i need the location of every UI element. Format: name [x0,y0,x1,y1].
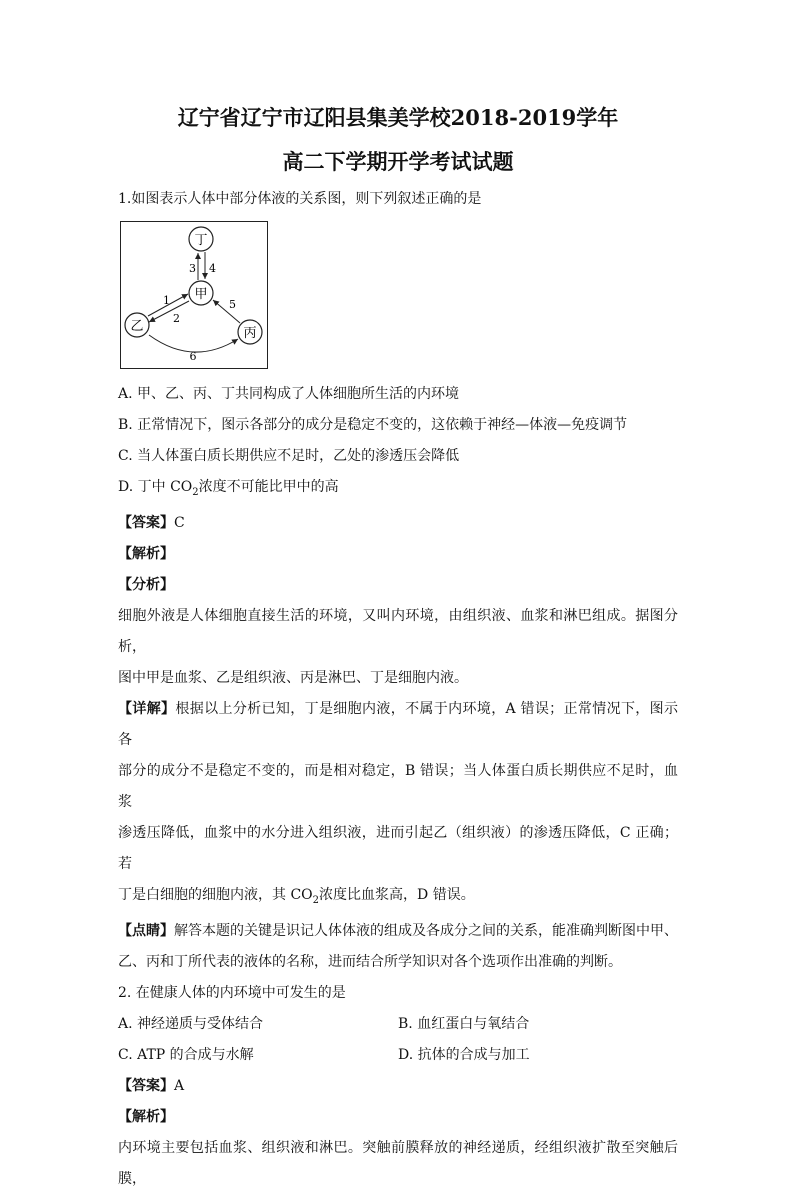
q1-option-d-pre: D. 丁中 CO [118,479,193,495]
q1-answer-value: C [174,514,185,531]
q2-option-d: D. 抗体的合成与加工 [398,1046,530,1063]
arrow-4-label: 4 [209,262,216,275]
q1-xiangjie-l4-sub: 2 [312,894,320,906]
q1-jiexi-tag: 【解析】 [118,545,174,562]
node-jia [189,281,213,305]
q1-answer [118,508,678,539]
q1-fenxi-line-1: 细胞外液是人体细胞直接生活的环境，又叫内环境，由组织液、血浆和淋巴组成。据图分析， [118,607,678,655]
q1-xiangjie-line-2: 部分的成分不是稳定不变的，而是相对稳定，B 错误；当人体蛋白质长期供应不足时，血浆 [118,762,678,810]
q1-jiexi [118,539,678,570]
body-fluid-diagram-svg [121,222,267,368]
body-fluid-diagram [120,221,268,369]
q1-option-d-post: 浓度不可能比甲中的高 [198,479,339,495]
node-bing [238,320,262,344]
arrow-1-label: 1 [163,294,170,307]
q2-jiexi-tag: 【解析】 [118,1108,174,1125]
document-page [118,100,678,1195]
q2-jiexi [118,1102,678,1133]
arrow-5-label: 5 [229,298,236,311]
node-ding [189,227,213,251]
q2-answer-tag: 【答案】 [118,1077,174,1094]
node-yi-label: 乙 [130,319,144,334]
document-title-line1: 辽宁省辽宁市辽阳县集美学校2018-2019学年 [177,105,619,130]
q1-dianjing-line-1 [118,916,678,947]
arrow-6-label: 6 [189,350,197,363]
q1-answer-tag: 【答案】 [118,514,174,531]
node-ding-label: 丁 [194,233,208,248]
q1-dianjing-tag: 【点睛】 [118,922,174,939]
q1-xiangjie-line-3: 渗透压降低，血浆中的水分进入组织液，进而引起乙（组织液）的渗透压降低，C 正确；若 [118,824,678,872]
node-bing-label: 丙 [243,326,257,341]
q1-xiangjie-line-4 [118,880,678,916]
q1-option-b: B. 正常情况下，图示各部分的成分是稳定不变的，这依赖于神经—体液—免疫调节 [118,417,628,433]
q1-option-d-sub: 2 [192,486,199,498]
q1-fenxi [118,570,678,601]
q1-fenxi-line-2: 图中甲是血浆、乙是组织液、丙是淋巴、丁是细胞内液。 [118,669,468,686]
q1-option-c: C. 当人体蛋白质长期供应不足时，乙处的渗透压会降低 [118,448,460,464]
q2-options-row-1 [118,1009,678,1040]
q2-option-a: A. 神经递质与受体结合 [118,1015,264,1032]
q1-xiangjie-l4-pre: 丁是白细胞的细胞内液，其 CO [118,886,313,903]
q1-xiangjie-line-1 [118,694,678,756]
node-jia-label: 甲 [194,287,208,302]
node-yi [125,313,149,337]
q1-option-a: A. 甲、乙、丙、丁共同构成了人体细胞所生活的内环境 [118,386,460,402]
q2-option-c: C. ATP 的合成与水解 [118,1046,254,1063]
q1-option-d [118,472,678,508]
arrow-3-label: 3 [189,262,196,275]
question-1-stem: 1.如图表示人体中部分体液的关系图，则下列叙述正确的是 [118,191,482,207]
arrow-2-label: 2 [173,312,180,325]
q2-answer-value: A [174,1077,185,1094]
q1-xiangjie-text-1: 根据以上分析已知，丁是细胞内液，不属于内环境，A 错误；正常情况下，图示各 [118,700,679,748]
q2-answer [118,1071,678,1102]
q1-xiangjie-l4-post: 浓度比血浆高，D 错误。 [319,886,475,903]
question-2-stem: 2. 在健康人体的内环境中可发生的是 [118,984,346,1001]
q1-dianjing-line-2: 乙、丙和丁所代表的液体的名称，进而结合所学知识对各个选项作出准确的判断。 [118,953,622,970]
q2-options-row-2 [118,1040,678,1071]
q2-jiexi-line-1: 内环境主要包括血浆、组织液和淋巴。突触前膜释放的神经递质，经组织液扩散至突触后膜， [118,1139,678,1187]
q1-fenxi-tag: 【分析】 [118,576,174,593]
q1-dianjing-text-1: 解答本题的关键是识记人体体液的组成及各成分之间的关系，能准确判断图中甲、 [174,922,678,939]
document-title-line2: 高二下学期开学考试试题 [282,149,514,174]
q1-xiangjie-tag: 【详解】 [118,700,176,717]
q2-option-b: B. 血红蛋白与氧结合 [398,1015,530,1032]
